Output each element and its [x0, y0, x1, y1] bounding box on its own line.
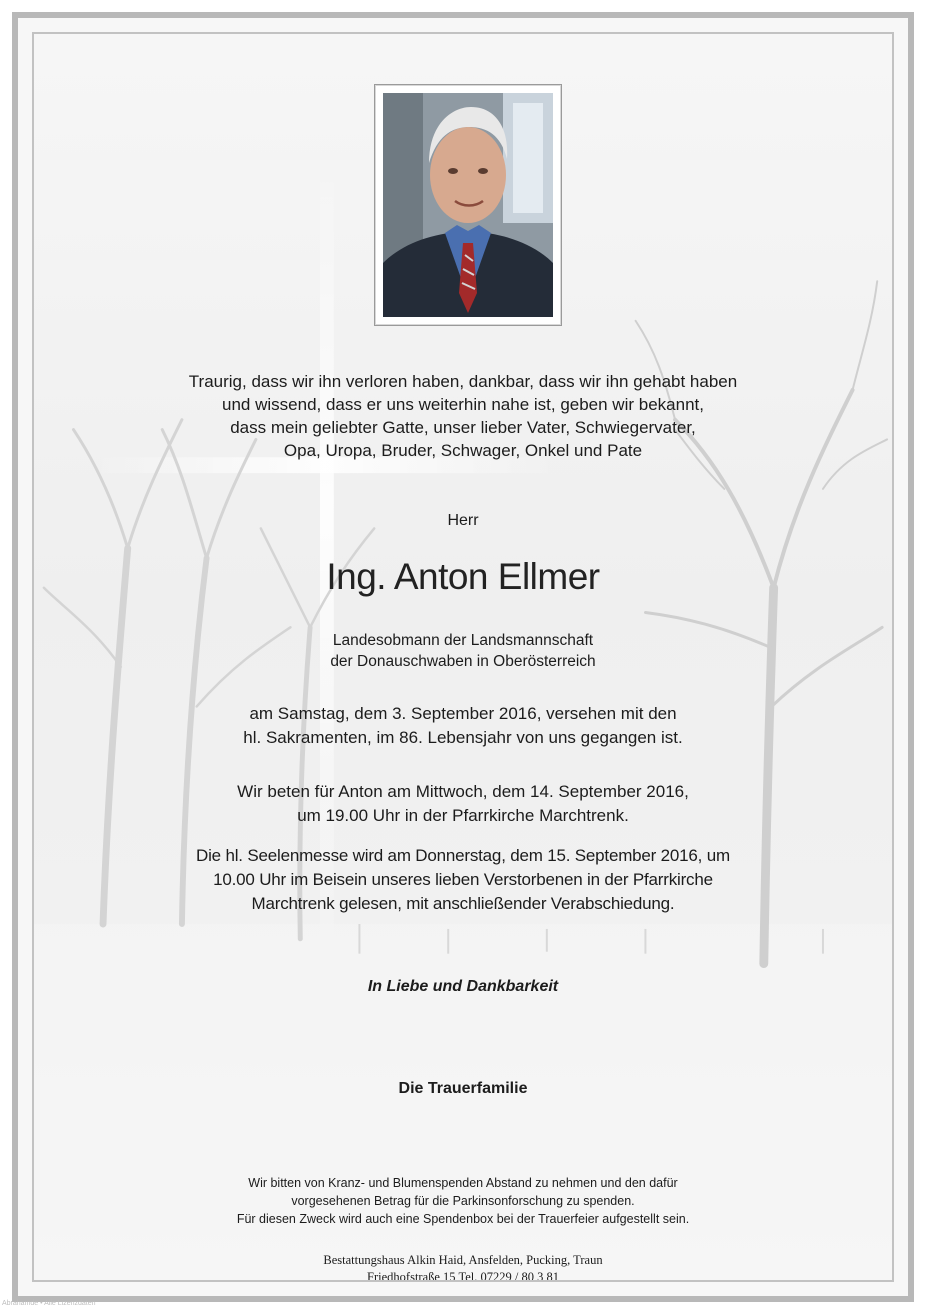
function-line: Landesobmann der Landsmannschaft	[332, 632, 594, 649]
closing-phrase: In Liebe und Dankbarkeit	[367, 978, 559, 995]
intro-line: Traurig, dass wir ihn verloren haben, dankbar, dass wir ihn gehabt haben	[188, 372, 738, 391]
intro-line: und wissend, dass er uns weiterhin nahe ist, geben wir bekannt,	[222, 395, 704, 414]
salutation: Herr	[447, 512, 479, 529]
notice-line: Wir bitten von Kranz- und Blumenspenden Abstand zu nehmen und den dafür	[248, 1176, 678, 1190]
mass-line: Marchtrenk gelesen, mit anschließender Verabschiedung.	[251, 894, 675, 913]
obituary-inner-frame	[32, 32, 894, 1282]
death-line: am Samstag, dem 3. September 2016, versehen mit den	[249, 704, 677, 723]
prayer-line: um 19.00 Uhr in der Pfarrkirche Marchtrenk.	[297, 806, 629, 825]
family-signature: Die Trauerfamilie	[398, 1080, 528, 1097]
death-line: hl. Sakramenten, im 86. Lebensjahr von uns gegangen ist.	[243, 728, 683, 747]
portrait-photo	[383, 93, 553, 317]
mass-line: Die hl. Seelenmesse wird am Donnerstag, dem 15. September 2016, um	[196, 846, 730, 865]
notice-line: Für diesen Zweck wird auch eine Spendenbox bei der Trauerfeier aufgestellt sein.	[236, 1212, 690, 1226]
undertaker-line: Friedhofstraße 15 Tel. 07229 / 80 3 81	[367, 1270, 559, 1282]
function-line: der Donauschwaben in Oberösterreich	[330, 653, 596, 670]
prayer-notice	[34, 780, 892, 828]
notice-line: vorgesehenen Betrag für die Parkinsonforschung zu spenden.	[291, 1194, 635, 1208]
intro-text	[34, 370, 892, 462]
mass-line: 10.00 Uhr im Beisein unseres lieben Verstorbenen in der Pfarrkirche	[213, 870, 713, 889]
image-credit: Abrahamde • Alle Lizenzdaten	[2, 1300, 96, 1307]
obituary-outer-frame	[12, 12, 914, 1302]
mass-notice	[34, 844, 892, 916]
intro-line: dass mein geliebter Gatte, unser lieber Vater, Schwiegervater,	[230, 418, 696, 437]
death-notice	[34, 702, 892, 750]
undertaker-line: Bestattungshaus Alkin Haid, Ansfelden, Pucking, Traun	[323, 1253, 603, 1267]
deceased-name: Ing. Anton Ellmer	[326, 556, 600, 597]
intro-line: Opa, Uropa, Bruder, Schwager, Onkel und Pate	[283, 441, 643, 460]
portrait-frame	[374, 84, 562, 326]
prayer-line: Wir beten für Anton am Mittwoch, dem 14. September 2016,	[237, 782, 689, 801]
function-title	[34, 630, 892, 672]
undertaker-info	[34, 1252, 892, 1282]
obituary-content	[34, 34, 892, 1280]
donation-notice	[34, 1174, 892, 1228]
